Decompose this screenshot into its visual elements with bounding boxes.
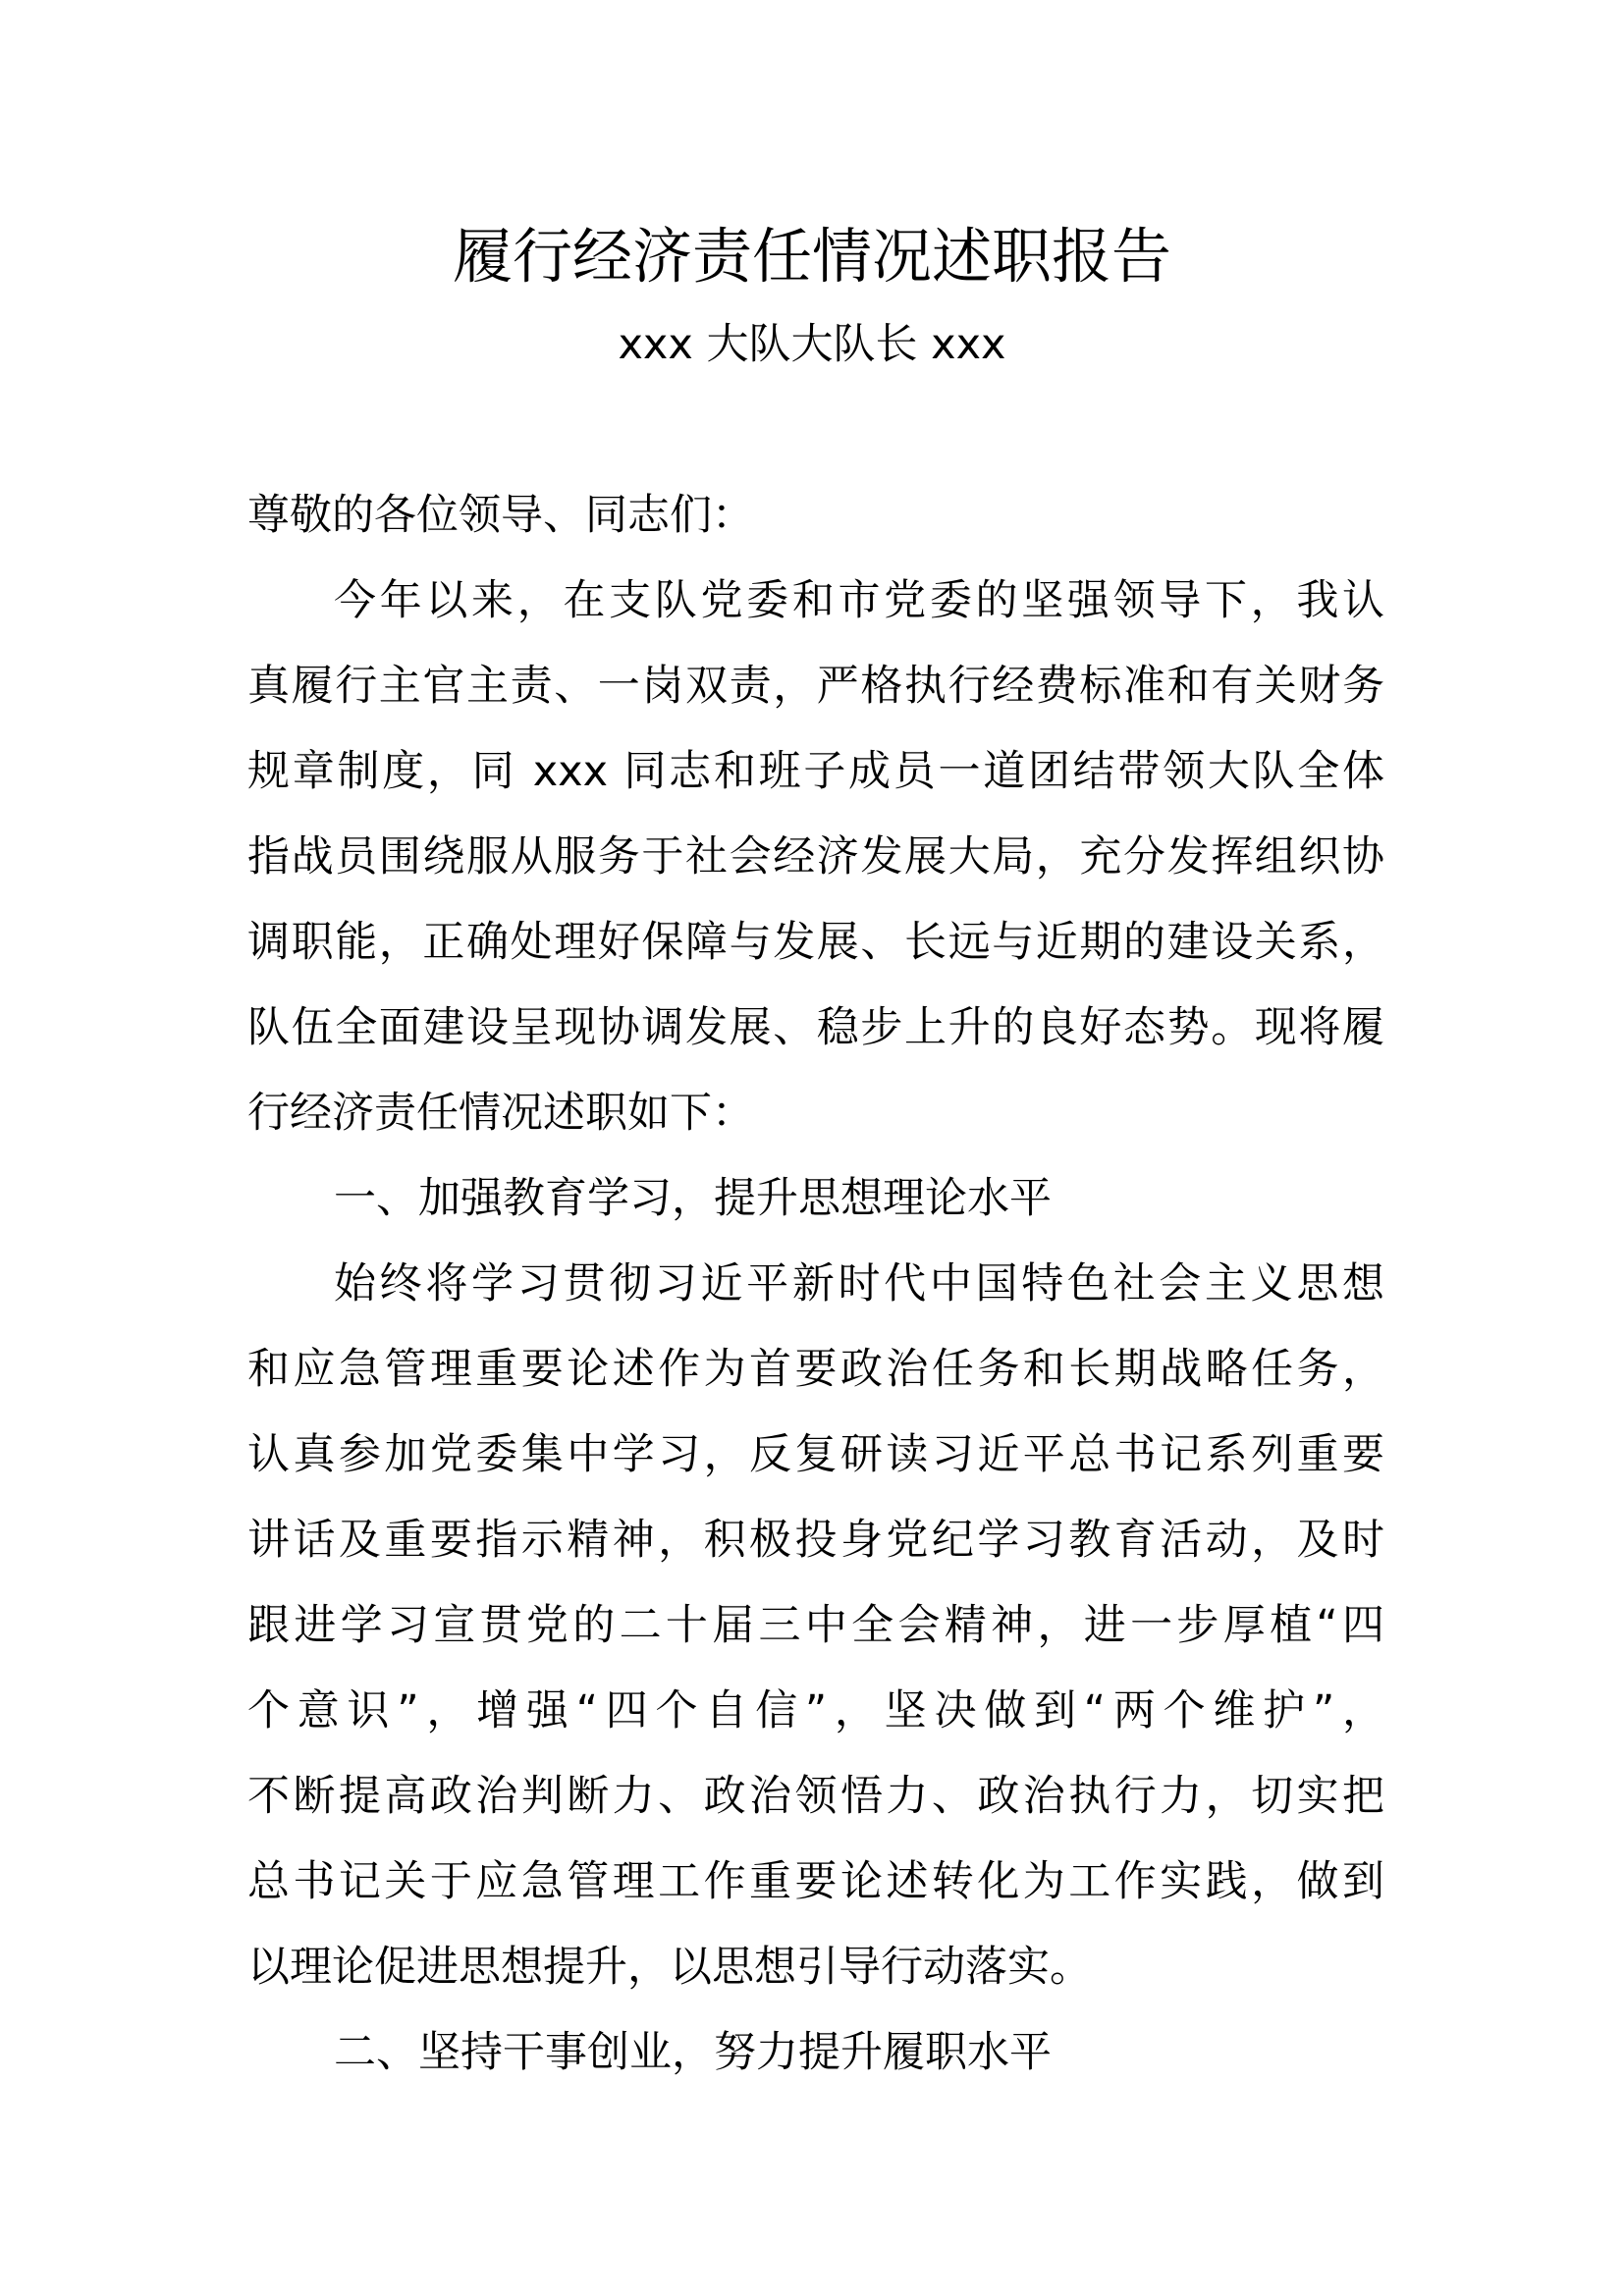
paragraph-line: 讲话及重要指示精神，积极投身党纪学习教育活动，及时: [247, 1516, 1384, 1565]
paragraph-line: 今年以来，在支队党委和市党委的坚强领导下，我认: [334, 576, 1384, 625]
paragraph-line: 和应急管理重要论述作为首要政治任务和长期战略任务，: [247, 1345, 1384, 1394]
document-body: [247, 473, 1384, 2096]
paragraph-line: 规章制度，同 xxx 同志和班子成员一道团结带领大队全体: [247, 747, 1384, 796]
paragraph-line: 真履行主官主责、一岗双责，严格执行经费标准和有关财务: [247, 662, 1384, 711]
section-heading: 一、加强教育学习，提升思想理论水平: [334, 1174, 1052, 1223]
paragraph-line: 始终将学习贯彻习近平新时代中国特色社会主义思想: [334, 1259, 1384, 1308]
section-heading: 二、坚持干事创业，努力提升履职水平: [334, 2028, 1052, 2077]
greeting: 尊敬的各位领导、同志们：: [247, 491, 754, 540]
document-subtitle: xxx 大队大队长 xxx: [618, 320, 1006, 369]
paragraph-line: 行经济责任情况述职如下：: [247, 1089, 754, 1138]
document-title: 履行经济责任情况述职报告: [452, 222, 1171, 292]
paragraph-line: 调职能，正确处理好保障与发展、长远与近期的建设关系，: [247, 918, 1384, 967]
paragraph-line: 总书记关于应急管理工作重要论述转化为工作实践，做到: [247, 1857, 1384, 1906]
paragraph-line: 认真参加党委集中学习，反复研读习近平总书记系列重要: [247, 1430, 1384, 1479]
paragraph-line: 不断提高政治判断力、政治领悟力、政治执行力，切实把: [247, 1772, 1384, 1821]
paragraph-line: 队伍全面建设呈现协调发展、稳步上升的良好态势。现将履: [247, 1003, 1384, 1052]
paragraph-line: 跟进学习宣贯党的二十届三中全会精神，进一步厚植“四: [247, 1601, 1384, 1650]
paragraph-line: 指战员围绕服从服务于社会经济发展大局，充分发挥组织协: [247, 832, 1384, 881]
paragraph-line: 以理论促进思想提升，以思想引导行动落实。: [247, 1943, 1092, 1992]
paragraph-line: 个意识”，增强“四个自信”，坚决做到“两个维护”，: [247, 1686, 1384, 1735]
